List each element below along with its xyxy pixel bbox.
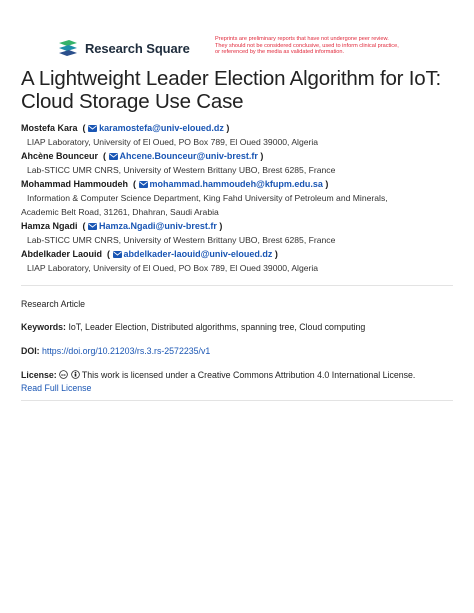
- doi-line: [21, 346, 210, 356]
- author-entry: Mostefa Kara ( karamostefa@univ-eloued.dz ): [21, 123, 230, 133]
- author-entry: Ahcène Bounceur ( Ahcene.Bounceur@univ-brest.fr ): [21, 151, 264, 161]
- header: [57, 36, 457, 60]
- author-affiliation: Lab-STICC UMR CNRS, University of Western Brittany UBO, Brest 6285, France: [27, 235, 336, 245]
- envelope-icon: [139, 181, 148, 188]
- author-name: Hamza Ngadi: [21, 221, 78, 231]
- preprint-disclaimer-line: They should not be considered conclusive, used to inform clinical practice,: [215, 42, 399, 49]
- author-affiliation: LIAP Laboratory, University of El Oued, PO Box 789, El Oued 39000, Algeria: [27, 263, 319, 273]
- envelope-icon: [88, 223, 97, 230]
- section-divider: [21, 285, 453, 286]
- license-block: [21, 369, 461, 395]
- paper-title: A Lightweight Leader Election Algorithm for IoT: Cloud Storage Use Case: [21, 67, 442, 113]
- svg-text:cc: cc: [61, 372, 66, 378]
- author-name: Ahcène Bounceur: [21, 151, 99, 161]
- attribution-icon: [71, 370, 80, 379]
- author-name: Abdelkader Laouid: [21, 249, 103, 259]
- author-affiliation: LIAP Laboratory, University of El Oued, PO Box 789, El Oued 39000, Algeria: [27, 137, 319, 147]
- envelope-icon: [88, 125, 97, 132]
- author-entry: Mohammad Hammoudeh ( mohammad.hammoudeh@kfupm.edu.sa ): [21, 179, 329, 189]
- author-email-link[interactable]: Ahcene.Bounceur@univ-brest.fr: [119, 151, 258, 161]
- author-affiliation: Lab-STICC UMR CNRS, University of Western Brittany UBO, Brest 6285, France: [27, 165, 336, 175]
- keywords-label: Keywords:: [21, 322, 66, 332]
- author-affiliation: Information & Computer Science Department, King Fahd University of Petroleum and Minerals,: [27, 193, 388, 203]
- author-email-link[interactable]: Hamza.Ngadi@univ-brest.fr: [99, 221, 217, 231]
- author-entry: Hamza Ngadi ( Hamza.Ngadi@univ-brest.fr ): [21, 221, 223, 231]
- article-type: [21, 299, 85, 309]
- envelope-icon: [109, 153, 118, 160]
- doi-label: DOI:: [21, 346, 40, 356]
- article-type-label: Research Article: [21, 299, 86, 309]
- preprint-disclaimer-line: or referenced by the media as validated information.: [215, 49, 345, 56]
- author-entry: Abdelkader Laouid ( abdelkader-laouid@univ-eloued.dz ): [21, 249, 278, 259]
- author-name: Mostefa Kara: [21, 123, 78, 133]
- preprint-disclaimer-line: Preprints are preliminary reports that have not undergone peer review.: [215, 36, 389, 42]
- author-email-link[interactable]: mohammad.hammoudeh@kfupm.edu.sa: [149, 179, 323, 189]
- author-email-link[interactable]: karamostefa@univ-eloued.dz: [99, 123, 224, 133]
- preprint-disclaimer: [215, 36, 457, 56]
- envelope-icon: [113, 251, 122, 258]
- keywords-line: [21, 322, 365, 332]
- author-email-link[interactable]: abdelkader-laouid@univ-eloued.dz: [123, 249, 273, 259]
- research-square-logo[interactable]: [57, 38, 190, 58]
- logo-text: Research Square: [85, 40, 190, 56]
- section-divider: [21, 400, 453, 401]
- author-name: Mohammad Hammoudeh: [21, 179, 129, 189]
- read-full-license-link[interactable]: Read Full License: [21, 383, 92, 393]
- doi-link[interactable]: https://doi.org/10.21203/rs.3.rs-2572235/v1: [42, 346, 211, 356]
- research-square-logo-icon: [57, 39, 79, 57]
- license-label: License:: [21, 370, 57, 380]
- keywords-value: IoT, Leader Election, Distributed algorithms, spanning tree, Cloud computing: [68, 322, 366, 332]
- license-text: This work is licensed under a Creative Commons Attribution 4.0 International License.: [81, 370, 416, 380]
- creative-commons-icon: [59, 370, 68, 379]
- author-affiliation-continued: Academic Belt Road, 31261, Dhahran, Saudi Arabia: [21, 207, 219, 217]
- author-list: [21, 121, 461, 275]
